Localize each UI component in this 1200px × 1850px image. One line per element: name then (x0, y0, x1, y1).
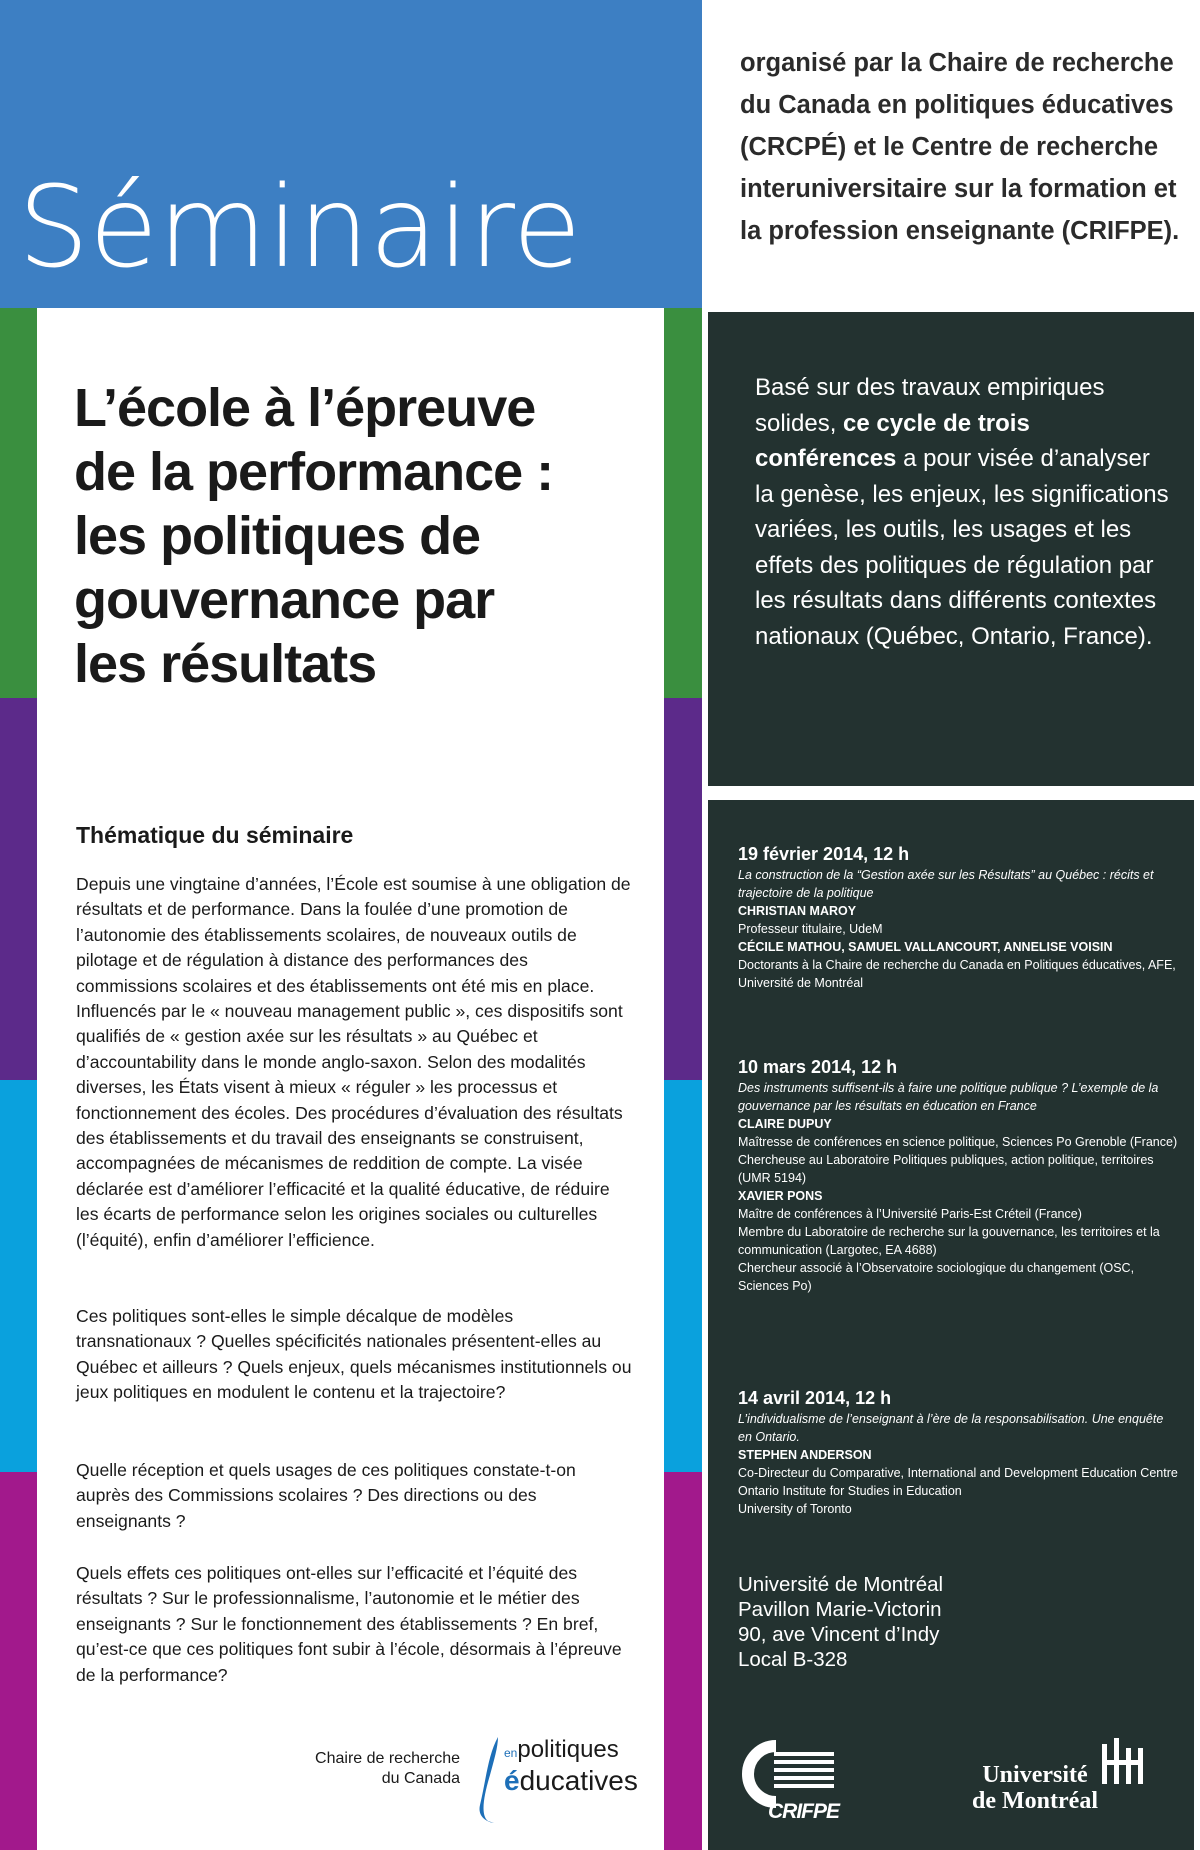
chaire-logo-line: du Canada (381, 1770, 460, 1787)
paragraph: Ces politiques sont-elles le simple décalque de modèles transnationaux ? Quelles spécificités nationales présentent-elles au Québec et ailleurs ? Quels enjeux, quels mécanismes institutionnels ou jeux politiques en modulent le contenu et la trajectoire? (76, 1306, 632, 1403)
speaker-role: Ontario Institute for Studies in Education (738, 1484, 962, 1498)
chaire-word: politiques (517, 1736, 619, 1763)
chaire-mark-icon (468, 1735, 506, 1825)
chaire-logo (280, 1735, 680, 1827)
speaker-name: STEPHEN ANDERSON (738, 1448, 872, 1462)
title-line: les résultats (74, 634, 377, 694)
speaker-name: XAVIER PONS (738, 1189, 823, 1203)
speaker-role: Maîtresse de conférences en science politique, Sciences Po Grenoble (France) (738, 1135, 1178, 1149)
venue-address (738, 1572, 1178, 1672)
seminaire-title: Séminaire (18, 163, 582, 293)
title-line: gouvernance par (74, 570, 495, 630)
paragraph: Quels effets ces politiques ont-elles sur l’efficacité et l’équité des résultats ? Sur le professionnalisme, l’autonomie et le métier des enseignants ? Sur le fonctionnement des établissements ? En bref, qu’est-ce que ces politiques font subir à l’école, désormais à l’épreuve de la performance? (76, 1563, 622, 1685)
address-line: Pavillon Marie-Victorin (738, 1598, 942, 1621)
chaire-logo-line: Chaire de recherche (315, 1750, 460, 1767)
chaire-e: é (504, 1765, 520, 1796)
speaker-role: Chercheur associé à l’Observatoire sociologique du changement (OSC, Sciences Po) (738, 1261, 1135, 1293)
event-lines (738, 1446, 1178, 1518)
udem-name (950, 1762, 1120, 1814)
intro-text-before: Basé sur des travaux empiriques solides, (755, 374, 1105, 437)
event-date: 10 mars 2014, 12 h (738, 1057, 898, 1077)
event-date: 19 février 2014, 12 h (738, 844, 910, 864)
address-line: Local B-328 (738, 1648, 848, 1671)
speaker-role: Membre du Laboratoire de recherche sur la gouvernance, les territoires et la communication (Largotec, EA 4688) (738, 1225, 1160, 1257)
event-title: L’individualisme de l’enseignant à l’ère de la responsabilisation. Une enquête en Ontario. (738, 1412, 1164, 1444)
speaker-role: Chercheuse au Laboratoire Politiques publiques, action politique, territoires (UMR 5194) (738, 1153, 1154, 1185)
event-2 (738, 1055, 1178, 1295)
section-heading: Thématique du séminaire (76, 822, 354, 848)
title-line: les politiques de (74, 506, 481, 566)
intro-text-bold: ce cycle de trois conférences (755, 409, 1030, 472)
speaker-role: Co-Directeur du Comparative, International and Development Education Centre (738, 1466, 1178, 1480)
udem-line: de Montréal (972, 1788, 1098, 1814)
address-line: 90, ave Vincent d’Indy (738, 1623, 940, 1646)
udem-line: Université (982, 1762, 1088, 1788)
speaker-role: Doctorants à la Chaire de recherche du Canada en Politiques éducatives, AFE, Université de Montréal (738, 958, 1176, 990)
paragraph: Depuis une vingtaine d’années, l’École est soumise à une obligation de résultats et de performance. Dans la foulée d’une promotion de l’autonomie des établissements scolaires, de nouveaux outils de pilotage et de régulation à distance des performances des commissions scolaires et des établissements ont été mis en place. Influencés par le « nouveau management public », ces dispositifs sont qualifiés de « gestion axée sur les résultats » au Québec et d’accountability dans le monde anglo-saxon. Selon des modalités diverses, les États visent à mieux « réguler » les processus et fonctionnement des écoles. Des procédures d’évaluation des résultats des établissements et du travail des enseignants se construisent, accompagnées de mécanismes de reddition de compte. La visée déclarée est d’améliorer l’efficacité et la qualité éducative, de réduire les écarts de performance selon les origines sociales ou culturelles (l’équité), enfin d’améliorer l’efficience. (76, 874, 631, 1250)
speaker-name: CLAIRE DUPUY (738, 1117, 832, 1131)
event-title: La construction de la “Gestion axée sur les Résultats” au Québec : récits et trajectoire de la politique (738, 868, 1154, 900)
chaire-logo-text (280, 1749, 460, 1789)
udem-crest-icon (1100, 1738, 1146, 1788)
intro-text (755, 370, 1175, 654)
organizer-text: organisé par la Chaire de recherche du Canada en politiques éducatives (CRCPÉ) et le Centre de recherche interuniversitaire sur la formation et la profession enseignante (CRIFPE). (740, 49, 1180, 245)
seminar-title (74, 376, 674, 696)
speaker-role: University of Toronto (738, 1502, 852, 1516)
title-line: L’école à l’épreuve (74, 378, 536, 438)
title-line: de la performance : (74, 442, 554, 502)
speaker-role: Professeur titulaire, UdeM (738, 922, 883, 936)
chaire-word-1 (504, 1737, 684, 1766)
event-title: Des instruments suffisent-ils à faire une politique publique ? L’exemple de la gouvernance par les résultats en éducation en France (738, 1081, 1159, 1113)
event-1 (738, 842, 1178, 992)
crifpe-logo (738, 1738, 868, 1830)
address-line: Université de Montréal (738, 1573, 944, 1596)
speaker-role: Maître de conférences à l’Université Paris-Est Créteil (France) (738, 1207, 1082, 1221)
event-lines (738, 902, 1178, 992)
event-lines (738, 1115, 1178, 1295)
chaire-logo-words (504, 1737, 684, 1796)
speaker-name: CHRISTIAN MAROY (738, 904, 857, 918)
event-3 (738, 1386, 1178, 1518)
crifpe-mark-icon (738, 1738, 838, 1808)
crifpe-label: CRIFPE (768, 1800, 840, 1823)
event-date: 14 avril 2014, 12 h (738, 1388, 892, 1408)
paragraph: Quelle réception et quels usages de ces politiques constate-t-on auprès des Commissions scolaires ? Des directions ou des enseignants ? (76, 1460, 576, 1531)
chaire-word-2 (504, 1766, 684, 1796)
intro-text-after: a pour visée d’analyser la genèse, les enjeux, les significations variées, les outils, les usages et les effets des politiques de régulation par les résultats dans différents contextes nationaux (Québec, Ontario, France). (755, 445, 1169, 650)
chaire-word: ducatives (519, 1765, 638, 1796)
udem-logo (950, 1738, 1180, 1830)
speaker-name: CÉCILE MATHOU, SAMUEL VALLANCOURT, ANNELISE VOISIN (738, 940, 1113, 954)
chaire-small: en (504, 1746, 518, 1760)
